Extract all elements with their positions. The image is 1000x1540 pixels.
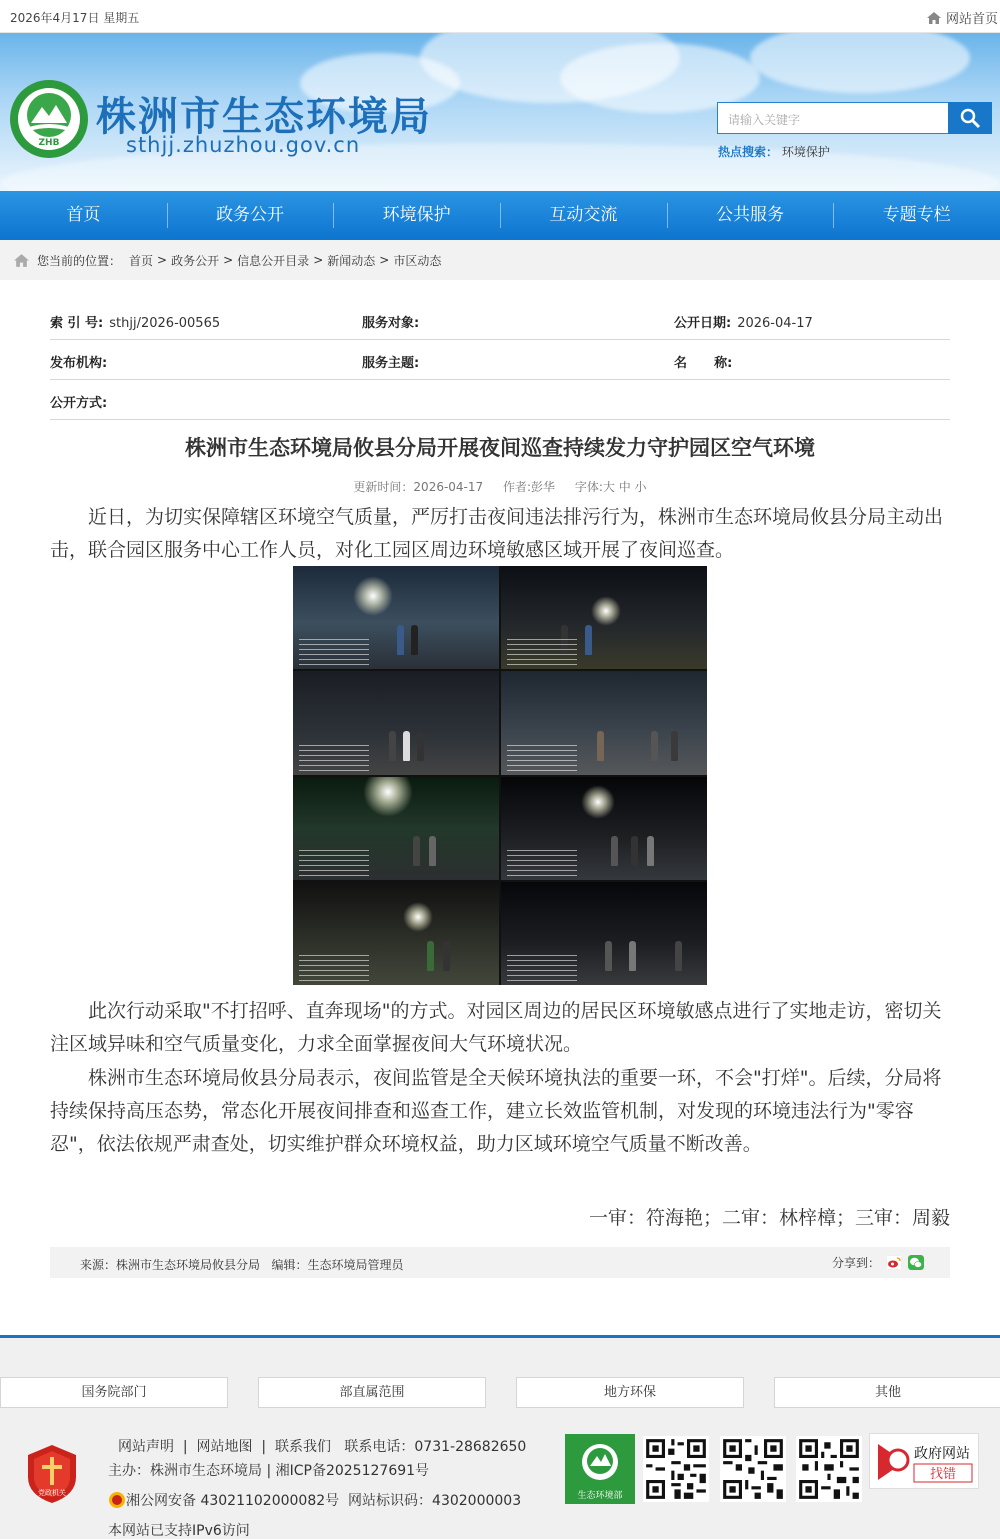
mee-label: 生态环境部 bbox=[577, 1491, 623, 1501]
article-updated: 更新时间：2026-04-17 bbox=[353, 480, 484, 494]
location-home-icon bbox=[13, 253, 30, 268]
gov-site-error-label: 找错 bbox=[929, 1467, 957, 1482]
top-bar bbox=[0, 0, 1000, 33]
mee-logo-icon bbox=[565, 1434, 635, 1504]
home-link-label: 网站首页 bbox=[945, 12, 998, 27]
article-info bbox=[0, 478, 1000, 495]
photo-cell bbox=[293, 777, 499, 880]
photo-cell bbox=[293, 882, 499, 985]
gov-site-error-report[interactable] bbox=[869, 1433, 979, 1489]
security-record[interactable]: 湘公网安备 43021102000082号 网站标识码：4302000003 bbox=[126, 1493, 522, 1509]
nav-item-special-topics[interactable]: 专题专栏 bbox=[833, 191, 1000, 240]
search-input[interactable] bbox=[717, 102, 949, 134]
nav-item-environment[interactable]: 环境保护 bbox=[333, 191, 500, 240]
inspection-photo-collage bbox=[293, 566, 707, 985]
breadcrumb-sep: > bbox=[379, 253, 390, 267]
photo-cell bbox=[293, 566, 499, 669]
index-value: sthjj/2026-00565 bbox=[109, 316, 221, 331]
org-label: 发布机构: bbox=[50, 356, 108, 371]
search-button[interactable] bbox=[948, 102, 992, 134]
breadcrumb-home[interactable]: 首页 bbox=[129, 253, 154, 268]
share-area bbox=[832, 1254, 924, 1271]
site-home-link[interactable] bbox=[926, 8, 998, 27]
footer-select-other[interactable]: 其他 bbox=[774, 1377, 1000, 1408]
home-icon bbox=[926, 11, 942, 25]
main-nav bbox=[0, 191, 1000, 240]
site-header bbox=[0, 33, 1000, 191]
search-placeholder: 请输入关键字 bbox=[728, 113, 801, 127]
hot-search-term[interactable]: 环境保护 bbox=[781, 145, 830, 159]
qr-code-icon bbox=[643, 1436, 709, 1502]
breadcrumb-sep: > bbox=[157, 253, 168, 267]
breadcrumb-news[interactable]: 新闻动态 bbox=[327, 253, 376, 268]
review-signatures: 一审：符海艳；二审：林梓樟；三审：周毅 bbox=[588, 1207, 950, 1229]
photo-cell bbox=[293, 671, 499, 774]
article-paragraph-2: 此次行动采取"不打招呼、直奔现场"的方式。对园区周边的居民区环境敏感点进行了实地走访，密切关注区域异味和空气质量变化，力求全面掌握夜间大气环境状况。 bbox=[50, 1000, 942, 1055]
pubdate-label: 公开日期: bbox=[674, 316, 732, 331]
article-source: 来源：株洲市生态环境局攸县分局 编辑：生态环境局管理员 bbox=[80, 1258, 404, 1272]
share-label: 分享到： bbox=[831, 1256, 880, 1270]
footer-host-line: 主办：株洲市生态环境局 | 湘ICP备2025127691号 bbox=[108, 1463, 430, 1479]
footer-links-line[interactable]: 网站声明 | 网站地图 | 联系我们 联系电话：0731-28682650 bbox=[118, 1439, 527, 1455]
article-paragraph-3: 株洲市生态环境局攸县分局表示，夜间监管是全天候环境执法的重要一环，不会"打烊"。后续，分局将持续保持高压态势，常态化开展夜间排查和巡查工作，建立长效监管机制，对发现的环境违法行为"零容忍"，依法依规严肃查处，切实维护群众环境权益，助力区域环境空气质量不断改善。 bbox=[50, 1067, 942, 1155]
breadcrumb-sep: > bbox=[313, 253, 324, 267]
badge-text: 党政机关 bbox=[38, 1489, 66, 1497]
party-gov-badge-icon[interactable] bbox=[26, 1443, 78, 1505]
breadcrumb-prefix: 您当前的位置： bbox=[37, 253, 122, 268]
article-paragraph-1: 近日，为切实保障辖区环境空气质量，严厉打击夜间违法排污行为，株洲市生态环境局攸县分局主动出击，联合园区服务中心工作人员，对化工园区周边环境敏感区域开展了夜间巡查。 bbox=[50, 506, 944, 561]
search-icon bbox=[959, 107, 981, 129]
meta-row bbox=[50, 380, 950, 420]
photo-cell bbox=[501, 777, 707, 880]
breadcrumb bbox=[0, 240, 1000, 280]
gov-site-label: 政府网站 bbox=[914, 1446, 970, 1462]
current-date: 2026年4月17日 星期五 bbox=[10, 11, 140, 25]
footer-select-local-env[interactable]: 地方环保 bbox=[516, 1377, 744, 1408]
breadcrumb-gov-affairs[interactable]: 政务公开 bbox=[171, 253, 220, 268]
target-label: 服务对象: bbox=[362, 316, 420, 331]
footer-select-state-council[interactable]: 国务院部门 bbox=[0, 1377, 228, 1408]
breadcrumb-city-news[interactable]: 市区动态 bbox=[393, 253, 442, 268]
topic-label: 服务主题: bbox=[362, 356, 420, 371]
breadcrumb-sep: > bbox=[223, 253, 234, 267]
index-label: 索 引 号: bbox=[50, 316, 104, 331]
site-title: 株洲市生态环境局 bbox=[96, 94, 432, 140]
footer-select-ministry[interactable]: 部直属范围 bbox=[258, 1377, 486, 1408]
mee-logo-link[interactable] bbox=[565, 1434, 635, 1504]
nav-item-gov-affairs[interactable]: 政务公开 bbox=[167, 191, 334, 240]
qr-code-icon bbox=[720, 1436, 786, 1502]
nav-item-interaction[interactable]: 互动交流 bbox=[500, 191, 667, 240]
breadcrumb-catalog[interactable]: 信息公开目录 bbox=[237, 253, 310, 268]
nav-item-home[interactable]: 首页 bbox=[66, 205, 101, 225]
nav-item-public-service[interactable]: 公共服务 bbox=[667, 191, 834, 240]
photo-cell bbox=[501, 566, 707, 669]
qr-code-icon bbox=[796, 1436, 862, 1502]
logo-text: ZHB bbox=[38, 138, 60, 148]
hot-search-label: 热点搜索： bbox=[718, 145, 779, 159]
article-title: 株洲市生态环境局攸县分局开展夜间巡查持续发力守护园区空气环境 bbox=[185, 436, 815, 460]
meta-row bbox=[50, 300, 950, 340]
article-source-bar bbox=[50, 1247, 950, 1278]
document-meta-table bbox=[50, 300, 950, 420]
weibo-share-icon[interactable] bbox=[886, 1255, 902, 1270]
zhb-logo-icon bbox=[9, 79, 89, 159]
method-label: 公开方式: bbox=[50, 396, 108, 411]
wechat-share-icon[interactable] bbox=[908, 1255, 924, 1270]
photo-cell bbox=[501, 671, 707, 774]
name-label: 名 称: bbox=[674, 356, 733, 371]
police-emblem-icon bbox=[108, 1491, 126, 1509]
gov-site-error-icon bbox=[870, 1434, 980, 1490]
site-url: sthjj.zhuzhou.gov.cn bbox=[126, 133, 361, 157]
article-author: 作者:彭华 bbox=[503, 480, 556, 494]
pubdate-value: 2026-04-17 bbox=[737, 316, 813, 331]
ipv6-note: 本网站已支持IPv6访问 bbox=[108, 1523, 250, 1539]
hot-search bbox=[718, 143, 830, 160]
font-size-switch[interactable]: 字体:大 中 小 bbox=[574, 480, 647, 494]
photo-cell bbox=[501, 882, 707, 985]
meta-row bbox=[50, 340, 950, 380]
footer-security-line bbox=[108, 1490, 521, 1510]
